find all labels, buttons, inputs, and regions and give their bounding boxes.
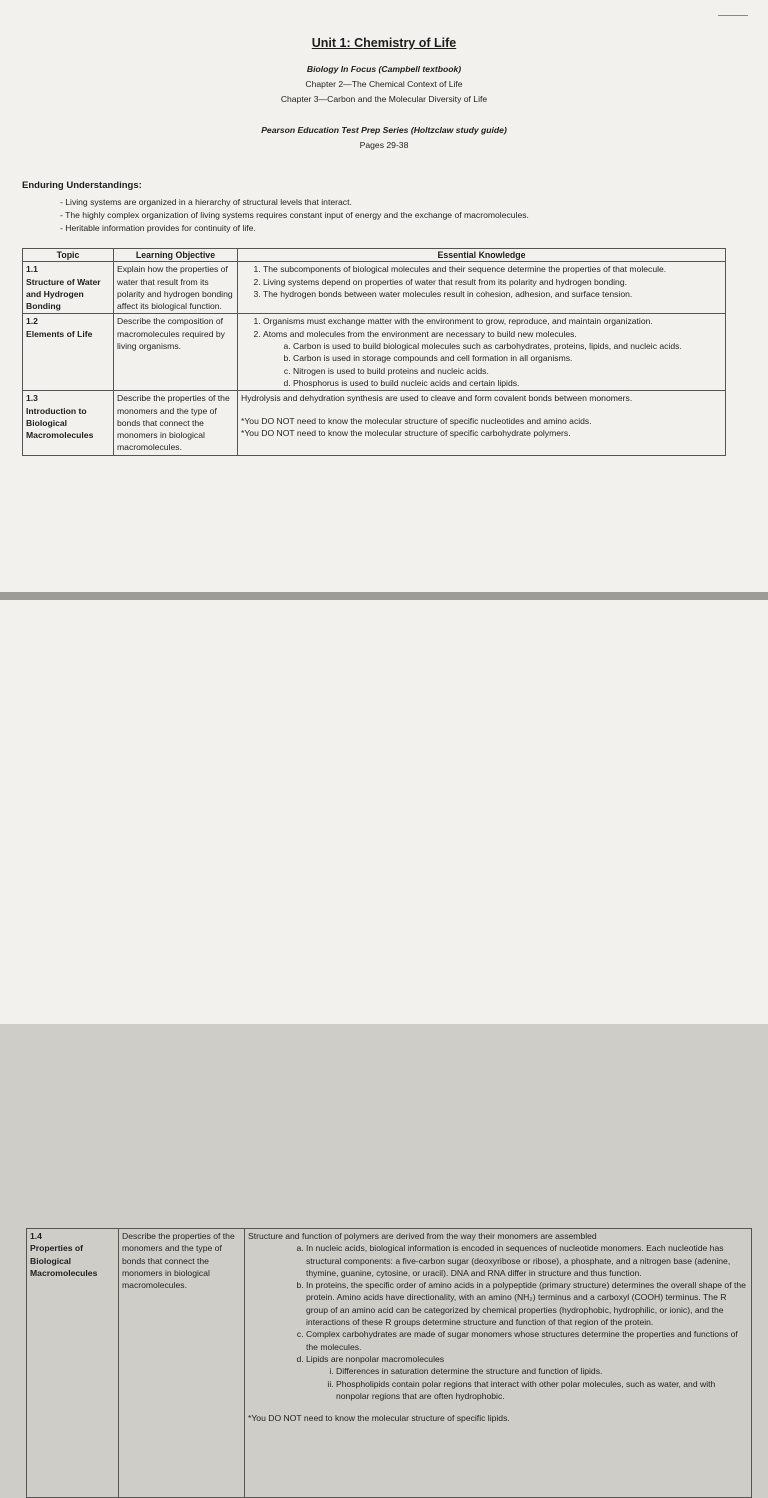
pages-line: Pages 29-38 — [359, 140, 409, 150]
enduring-item: - The highly complex organization of living systems requires constant input of energy and the exchange of macromolecules. — [60, 209, 529, 222]
sub-item: b. Carbon is used in storage compounds and cell formation in all organisms. — [293, 352, 722, 364]
topic-cell — [27, 1229, 119, 1498]
knowledge-item: 1. The subcomponents of biological molecules and their sequence determine the properties of that molecule. — [263, 263, 722, 275]
knowledge-cell — [238, 262, 726, 314]
sub-item — [306, 1353, 748, 1402]
topic-number: 1.1 — [26, 264, 38, 275]
sub-item: a. Carbon is used to build biological molecules such as carbohydrates, proteins, lipids, and nucleic acids. — [293, 340, 722, 352]
sub-item: a. In nucleic acids, biological information is encoded in sequences of nucleotide monomers. Each nucleotide has structural components: a five-carbon sugar (deoxyribose or ribose), a phosphate, and a nitrogen base (adenine, thymine, guanine, cytosine, or uracil). DNA and RNA differ in structure and thus function. — [306, 1242, 748, 1279]
knowledge-item — [263, 328, 722, 389]
note-text: *You DO NOT need to know the molecular structure of specific nucleotides and amino acids. — [241, 415, 592, 426]
lipid-sub-item: i. Differences in saturation determine the structure and function of lipids. — [336, 1365, 748, 1377]
topic-number: 1.2 — [26, 316, 38, 327]
enduring-item: - Living systems are organized in a hierarchy of structural levels that interact. — [60, 196, 529, 209]
enduring-heading: Enduring Understandings: — [22, 180, 142, 191]
topic-name: Properties of Biological Macromolecules — [30, 1243, 98, 1278]
sub-item: c. Complex carbohydrates are made of sugar monomers whose structures determine the properties and functions of the molecules. — [306, 1328, 748, 1353]
topic-cell — [23, 314, 114, 391]
topic-name: Introduction to Biological Macromolecules — [26, 405, 94, 441]
table-row — [23, 314, 726, 391]
chapter-2-line: Chapter 2—The Chemical Context of Life — [305, 79, 463, 89]
objective-cell: Describe the composition of macromolecules required by living organisms. — [114, 314, 238, 391]
table-row — [23, 262, 726, 314]
topic-number: 1.3 — [26, 393, 38, 404]
study-guide-line: Pearson Education Test Prep Series (Holtzclaw study guide) — [261, 125, 507, 135]
sub-item: b. In proteins, the specific order of amino acids in a polypeptide (primary structure) determines the overall shape of the protein. Amino acids have directionality, with an amino (NH₂) terminus and a carboxyl (COOH) terminus. The R group of an amino acid can be categorized by chemical properties (hydrophobic, hydrophilic, or ionic), and the interactions of these R groups determine structure and function of that region of the protein. — [306, 1279, 748, 1328]
unit-title: Unit 1: Chemistry of Life — [311, 36, 457, 50]
topic-cell — [23, 262, 114, 314]
lipid-sub-item: ii. Phospholipids contain polar regions that interact with other polar molecules, such as water, and with nonpolar regions that are often hydrophobic. — [336, 1378, 748, 1403]
table-row — [27, 1229, 752, 1498]
knowledge-item-text: Atoms and molecules from the environment are necessary to build new molecules. — [263, 328, 577, 339]
knowledge-cell — [245, 1229, 752, 1498]
objectives-table-continued — [26, 1228, 752, 1498]
knowledge-item: 2. Living systems depend on properties of water that result from its polarity and hydrogen bonding. — [263, 276, 722, 288]
objectives-table — [22, 248, 726, 456]
objective-cell: Describe the properties of the monomers and the type of bonds that connect the monomers in biological macromolecules. — [114, 391, 238, 455]
page-gap — [0, 592, 768, 600]
knowledge-cell — [238, 391, 726, 455]
page-two — [0, 600, 768, 1424]
table-row — [23, 391, 726, 455]
scan-mark — [718, 15, 748, 16]
sub-item-text: Lipids are nonpolar macromolecules — [306, 1353, 445, 1364]
topic-header: Topic — [23, 249, 114, 262]
objective-header: Learning Objective — [114, 249, 238, 262]
note-text: *You DO NOT need to know the molecular structure of specific lipids. — [248, 1413, 510, 1424]
chapter-3-line: Chapter 3—Carbon and the Molecular Diversity of Life — [280, 94, 488, 104]
knowledge-item: 3. The hydrogen bonds between water molecules result in cohesion, adhesion, and surface tension. — [263, 288, 722, 300]
knowledge-cell — [238, 314, 726, 391]
textbook-line: Biology In Focus (Campbell textbook) — [306, 64, 462, 74]
objective-cell: Explain how the properties of water that result from its polarity and hydrogen bonding affect its biological function. — [114, 262, 238, 314]
enduring-list — [60, 196, 529, 235]
topic-name: Elements of Life — [26, 328, 93, 339]
sub-item: c. Nitrogen is used to build proteins and nucleic acids. — [293, 365, 722, 377]
note-text: *You DO NOT need to know the molecular structure of specific carbohydrate polymers. — [241, 427, 571, 438]
page-one — [0, 0, 768, 592]
table-header-row — [23, 249, 726, 262]
knowledge-item: 1. Organisms must exchange matter with the environment to grow, reproduce, and maintain organization. — [263, 315, 722, 327]
topic-name: Structure of Water and Hydrogen Bonding — [26, 276, 101, 312]
sub-item: d. Phosphorus is used to build nucleic acids and certain lipids. — [293, 377, 722, 389]
knowledge-intro: Structure and function of polymers are derived from the way their monomers are assembled — [248, 1231, 597, 1241]
topic-cell — [23, 391, 114, 455]
enduring-item: - Heritable information provides for continuity of life. — [60, 222, 529, 235]
knowledge-text: Hydrolysis and dehydration synthesis are used to cleave and form covalent bonds between monomers. — [241, 393, 633, 404]
topic-number: 1.4 — [30, 1231, 42, 1241]
knowledge-header: Essential Knowledge — [238, 249, 726, 262]
objective-cell: Describe the properties of the monomers and the type of bonds that connect the monomers in biological macromolecules. — [119, 1229, 245, 1498]
